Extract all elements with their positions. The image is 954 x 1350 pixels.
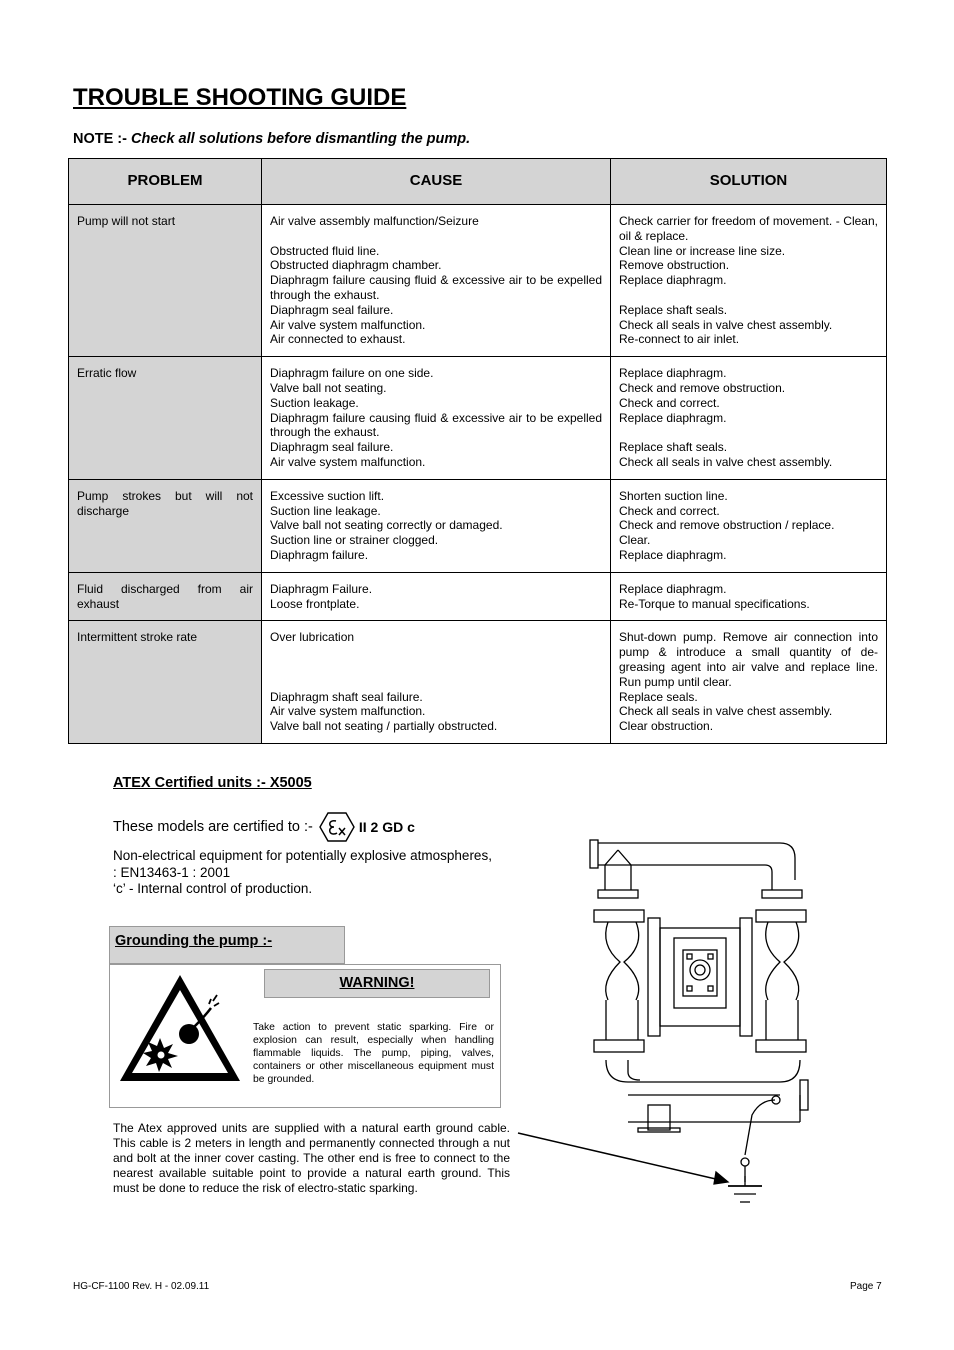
cause-line: Air valve system malfunction. xyxy=(270,704,426,719)
cause-line: Obstructed fluid line. xyxy=(270,243,380,258)
cause-line: Diaphragm failure. xyxy=(270,547,369,562)
warning-label: WARNING! xyxy=(264,969,490,998)
problem-cell: Erratic flow xyxy=(69,357,262,480)
grounding-description: The Atex approved units are supplied with a natural earth ground cable. This cable is 2 meters in length and permanently connected through a nut and bolt at the inner cover casting. The other end is free to connect to the nearest available suitable point to provide a natural earth ground. This must be done to reduce the risk of electro-static sparking. xyxy=(113,1121,510,1195)
solution-line: Shorten suction line. xyxy=(619,488,728,503)
cause-line: Air valve system malfunction. xyxy=(270,317,426,332)
solution-line: Check and remove obstruction. xyxy=(619,380,786,395)
cause-line: Over lubrication xyxy=(270,630,355,645)
atex-description xyxy=(113,848,553,898)
cause-line: Loose frontplate. xyxy=(270,596,360,611)
ground-symbol-icon xyxy=(728,1176,762,1202)
solution-line: Re-Torque to manual specifications. xyxy=(619,596,810,611)
solution-line: Check and remove obstruction / replace. xyxy=(619,518,835,533)
cause-cell xyxy=(262,357,611,480)
solution-line xyxy=(619,425,878,440)
table-row xyxy=(69,572,887,621)
certified-code: II 2 GD c xyxy=(358,819,415,835)
cause-line: Valve ball not seating. xyxy=(270,380,387,395)
solution-line: Replace diaphragm. xyxy=(619,366,727,381)
troubleshooting-table xyxy=(68,158,887,744)
solution-cell xyxy=(611,621,887,744)
problem-cell: Pump strokes but will not discharge xyxy=(69,479,262,572)
cause-line: Diaphragm shaft seal failure. xyxy=(270,689,423,704)
cause-line: Diaphragm failure on one side. xyxy=(270,366,434,381)
footer-doc-ref: HG-CF-1100 Rev. H - 02.09.11 xyxy=(73,1281,210,1292)
warning-text: Take action to prevent static sparking. Fire or explosion can result, especially when handling flammable liquids. The pump, piping, valves, containers or other miscellaneous equipment must be grounded. xyxy=(253,1022,494,1085)
cause-line xyxy=(270,645,602,660)
solution-line: Replace shaft seals. xyxy=(619,302,728,317)
page-title: TROUBLE SHOOTING GUIDE xyxy=(73,84,407,111)
atex-line: ‘c’ - Internal control of production. xyxy=(113,881,313,896)
solution-line: Clear obstruction. xyxy=(619,719,714,734)
explosion-warning-triangle-icon xyxy=(117,972,243,1084)
cause-line: Diaphragm seal failure. xyxy=(270,440,394,455)
problem-cell: Intermittent stroke rate xyxy=(69,621,262,744)
cause-line: Air valve assembly malfunction/Seizure xyxy=(270,214,479,228)
table-row xyxy=(69,479,887,572)
cause-line xyxy=(270,660,602,675)
cause-line xyxy=(270,675,602,690)
solution-line: Replace diaphragm. xyxy=(619,581,727,596)
grounding-heading-box xyxy=(109,926,345,964)
table-header-row xyxy=(69,159,887,205)
note xyxy=(73,131,470,147)
solution-line: Check carrier for freedom of movement. - Clean, oil & replace. xyxy=(619,214,878,243)
note-text: Check all solutions before dismantling the pump. xyxy=(131,131,471,147)
solution-line: Replace diaphragm. xyxy=(619,547,727,562)
note-label: NOTE :- xyxy=(73,131,127,147)
cause-line: Suction line leakage. xyxy=(270,503,381,518)
table-row xyxy=(69,621,887,744)
certified-prefix: These models are certified to :- xyxy=(113,819,313,835)
solution-line: Shut-down pump. Remove air connection into pump & introduce a small quantity of de-greasing agent into air valve and replace line. Run pump until clear. xyxy=(619,630,878,689)
cause-line: Suction leakage. xyxy=(270,395,359,410)
solution-line: Check and correct. xyxy=(619,395,720,410)
solution-line: Check and correct. xyxy=(619,503,720,518)
cause-line: Valve ball not seating correctly or damaged. xyxy=(270,518,503,533)
atex-line: Non-electrical equipment for potentially explosive atmospheres, xyxy=(113,848,492,863)
cause-line xyxy=(270,229,602,244)
column-header-solution: SOLUTION xyxy=(611,159,887,205)
cause-cell xyxy=(262,205,611,357)
solution-line: Replace seals. xyxy=(619,689,698,704)
solution-line: Check all seals in valve chest assembly. xyxy=(619,704,833,719)
solution-line: Remove obstruction. xyxy=(619,258,730,273)
problem-cell: Pump will not start xyxy=(69,205,262,357)
atex-line: : EN13463-1 : 2001 xyxy=(113,864,231,880)
footer-page-number: Page 7 xyxy=(850,1281,882,1292)
solution-line: Clean line or increase line size. xyxy=(619,243,786,258)
cause-cell xyxy=(262,479,611,572)
atex-heading: ATEX Certified units :- X5005 xyxy=(113,775,312,791)
solution-line xyxy=(619,288,878,303)
cause-line: Diaphragm seal failure. xyxy=(270,302,394,317)
cause-line: Diaphragm failure causing fluid & excessive air to be expelled through the exhaust. xyxy=(270,410,602,440)
cause-line: Suction line or strainer clogged. xyxy=(270,533,439,548)
table-row xyxy=(69,357,887,480)
grounding-heading: Grounding the pump :- xyxy=(115,933,273,949)
cause-line: Diaphragm failure causing fluid & excessive air to be expelled through the exhaust. xyxy=(270,273,602,302)
cause-cell xyxy=(262,621,611,744)
table-row xyxy=(69,205,887,357)
solution-cell xyxy=(611,205,887,357)
pump-drawing-icon xyxy=(515,830,815,1210)
problem-cell: Fluid discharged from air exhaust xyxy=(69,572,262,621)
cause-line: Diaphragm Failure. xyxy=(270,581,373,596)
cause-cell xyxy=(262,572,611,621)
cause-line: Obstructed diaphragm chamber. xyxy=(270,258,442,273)
solution-line: Replace diaphragm. xyxy=(619,410,727,425)
cause-line: Air connected to exhaust. xyxy=(270,332,406,347)
solution-cell xyxy=(611,572,887,621)
ex-marking-icon xyxy=(319,812,355,842)
solution-line: Check all seals in valve chest assembly. xyxy=(619,317,833,332)
solution-line: Replace diaphragm. xyxy=(619,273,727,288)
cause-line: Valve ball not seating / partially obstructed. xyxy=(270,719,498,734)
column-header-problem: PROBLEM xyxy=(69,159,262,205)
solution-cell xyxy=(611,479,887,572)
solution-line: Re-connect to air inlet. xyxy=(619,332,740,347)
solution-line: Check all seals in valve chest assembly. xyxy=(619,454,833,469)
column-header-cause: CAUSE xyxy=(262,159,611,205)
certification-line xyxy=(113,812,415,842)
cause-line: Air valve system malfunction. xyxy=(270,454,426,469)
solution-line: Replace shaft seals. xyxy=(619,440,728,455)
solution-line: Clear. xyxy=(619,533,651,548)
cause-line: Excessive suction lift. xyxy=(270,488,385,503)
solution-cell xyxy=(611,357,887,480)
